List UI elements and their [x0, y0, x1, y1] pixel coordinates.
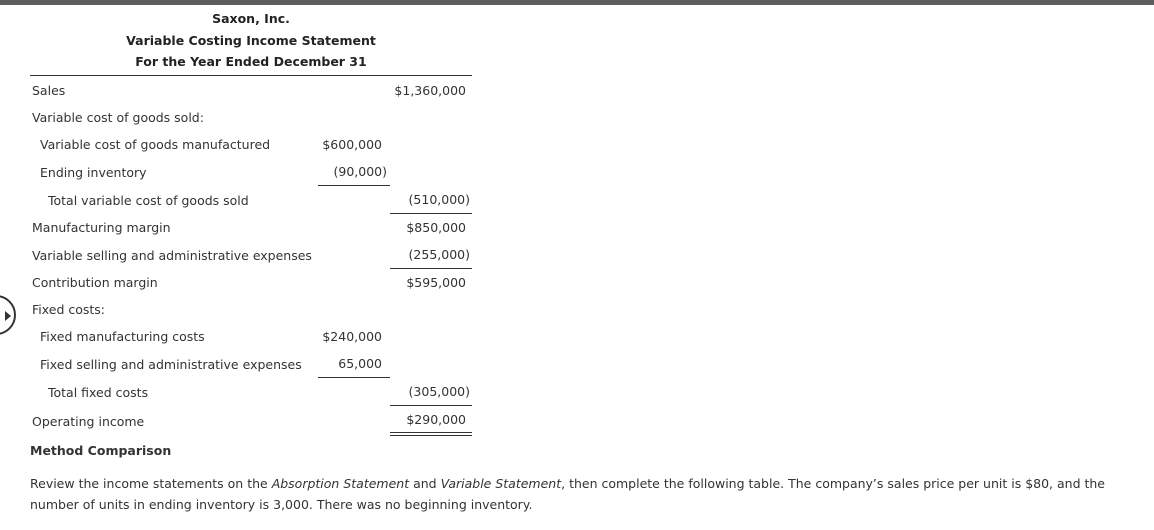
operating-income-double-underline-2 — [390, 435, 472, 436]
var-selling-admin-underline — [390, 268, 472, 269]
var-selling-admin-amount: (255,000) — [408, 247, 470, 262]
total-fixed-amount: (305,000) — [408, 384, 470, 399]
operating-income-label: Operating income — [32, 414, 145, 429]
sales-amount: $1,360,000 — [394, 83, 466, 98]
total-vcgs-underline — [390, 213, 472, 214]
fixed-selling-admin-label: Fixed selling and administrative expenses — [40, 357, 302, 372]
contribution-margin-label: Contribution margin — [32, 275, 158, 290]
instructions-text-3: , then complete the following table. The company’s sales price per unit is $80, and the number of units in ending inventory is 3,000. There was no beginning inventory. — [30, 476, 1105, 512]
ending-inventory-amount: (90,000) — [333, 164, 387, 179]
ending-inventory-label: Ending inventory — [40, 165, 147, 180]
vcgs-heading: Variable cost of goods sold: — [32, 110, 204, 125]
header-divider — [30, 75, 472, 76]
instructions-paragraph — [30, 473, 1150, 515]
navigate-back-icon[interactable] — [0, 295, 16, 335]
operating-income-double-underline-1 — [390, 432, 472, 433]
instructions-text-2: and — [409, 476, 441, 491]
top-border — [0, 0, 1154, 5]
ending-inventory-underline — [318, 185, 390, 186]
instructions-text-1: Review the income statements on the — [30, 476, 272, 491]
fixed-selling-admin-underline — [318, 377, 390, 378]
vcgm-amount: $600,000 — [322, 137, 382, 152]
fixed-mfg-amount: $240,000 — [322, 329, 382, 344]
company-name: Saxon, Inc. — [212, 11, 290, 26]
statement-period: For the Year Ended December 31 — [135, 54, 367, 69]
fixed-selling-admin-amount: 65,000 — [338, 356, 382, 371]
fixed-mfg-label: Fixed manufacturing costs — [40, 329, 205, 344]
vcgm-label: Variable cost of goods manufactured — [40, 137, 271, 152]
contribution-margin-amount: $595,000 — [406, 275, 466, 290]
variable-statement-link[interactable]: Variable Statement — [440, 476, 562, 491]
var-selling-admin-label: Variable selling and administrative expenses — [32, 248, 312, 263]
total-vcgs-label: Total variable cost of goods sold — [48, 193, 249, 208]
absorption-statement-link[interactable]: Absorption Statement — [271, 476, 410, 491]
statement-title: Variable Costing Income Statement — [126, 33, 376, 48]
total-fixed-label: Total fixed costs — [48, 385, 149, 400]
operating-income-amount: $290,000 — [406, 412, 466, 427]
method-comparison-title: Method Comparison — [30, 443, 172, 458]
total-fixed-underline — [390, 405, 472, 406]
manufacturing-margin-label: Manufacturing margin — [32, 220, 171, 235]
fixed-costs-heading: Fixed costs: — [32, 302, 106, 317]
sales-label: Sales — [32, 83, 66, 98]
manufacturing-margin-amount: $850,000 — [406, 220, 466, 235]
total-vcgs-amount: (510,000) — [408, 192, 470, 207]
